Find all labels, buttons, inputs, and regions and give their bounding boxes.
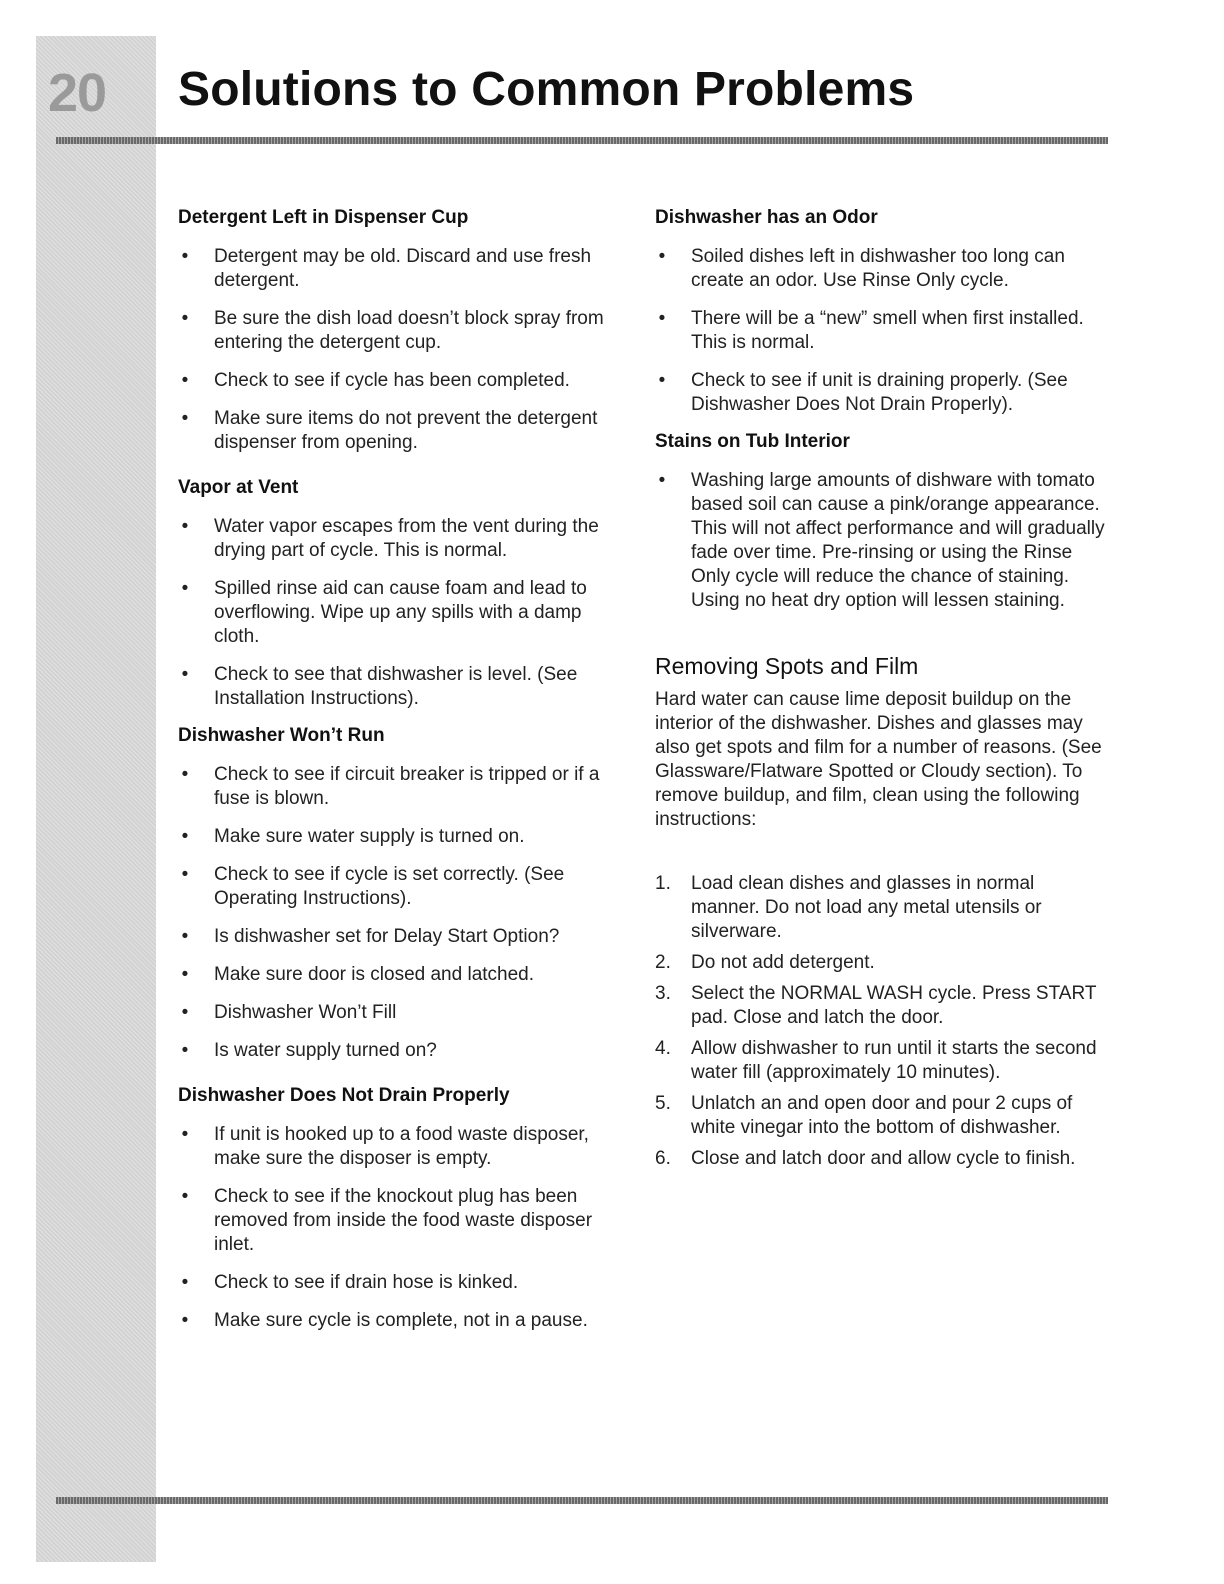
- bullet-list: [178, 1123, 628, 1333]
- step-item: 2. Do not add detergent.: [655, 952, 875, 973]
- bullet-icon: •: [181, 926, 189, 947]
- step-item: 4. Allow dishwasher to run until it starts the second water fill (approximately 10 minutes).: [655, 1038, 1097, 1083]
- list-item: • Make sure water supply is turned on.: [178, 825, 628, 849]
- list-item: • Be sure the dish load doesn’t block spray from entering the detergent cup.: [178, 307, 628, 355]
- list-item: • Is water supply turned on?: [178, 1039, 628, 1063]
- bullet-icon: •: [181, 1310, 189, 1331]
- bullet-icon: •: [181, 1040, 189, 1061]
- section-vapor-at-vent: [178, 477, 628, 711]
- bullet-list: [178, 515, 628, 711]
- bullet-icon: •: [181, 1002, 189, 1023]
- list-item: • Check to see if cycle is set correctly. (See Operating Instructions).: [178, 863, 628, 911]
- steps-list: [655, 872, 1105, 1171]
- bullet-icon: •: [181, 370, 189, 391]
- list-item: • Detergent may be old. Discard and use fresh detergent.: [178, 245, 628, 293]
- bullet-list: [655, 469, 1105, 613]
- bullet-icon: •: [181, 826, 189, 847]
- bullet-icon: •: [181, 964, 189, 985]
- removing-intro: Hard water can cause lime deposit buildup on the interior of the dishwasher. Dishes and glasses may also get spots and film for a number of reasons. (See Glassware/Flatware Spotted or Cloudy section). To remove buildup, and film, clean using the following instructions:: [655, 689, 1102, 830]
- bullet-list: [178, 245, 628, 455]
- side-band: [36, 36, 156, 1562]
- bullet-icon: •: [181, 246, 189, 267]
- section-wont-run: [178, 725, 628, 1063]
- bullet-icon: •: [181, 664, 189, 685]
- page-title: Solutions to Common Problems: [178, 63, 915, 116]
- list-item: • Spilled rinse aid can cause foam and lead to overflowing. Wipe up any spills with a damp cloth.: [178, 577, 628, 649]
- section-heading: Dishwasher has an Odor: [655, 207, 878, 228]
- list-item: • Check to see if unit is draining properly. (See Dishwasher Does Not Drain Properly).: [655, 369, 1105, 417]
- page-number: 20: [48, 63, 107, 123]
- list-item: • Make sure items do not prevent the detergent dispenser from opening.: [178, 407, 628, 455]
- bullet-icon: •: [181, 308, 189, 329]
- list-item: • Check to see that dishwasher is level. (See Installation Instructions).: [178, 663, 628, 711]
- list-item: • Make sure door is closed and latched.: [178, 963, 628, 987]
- bullet-icon: •: [658, 246, 666, 267]
- bullet-list: [655, 245, 1105, 417]
- bullet-icon: •: [658, 370, 666, 391]
- list-item: • If unit is hooked up to a food waste disposer, make sure the disposer is empty.: [178, 1123, 628, 1171]
- section-heading: Dishwasher Won’t Run: [178, 725, 385, 746]
- list-item: • Water vapor escapes from the vent during the drying part of cycle. This is normal.: [178, 515, 628, 563]
- footer-rule: [56, 1497, 1108, 1504]
- left-column: [178, 207, 628, 1347]
- bullet-icon: •: [181, 1124, 189, 1145]
- list-item: • Check to see if circuit breaker is tripped or if a fuse is blown.: [178, 763, 628, 811]
- step-item: 1. Load clean dishes and glasses in normal manner. Do not load any metal utensils or silverware.: [655, 873, 1042, 942]
- section-stains: [655, 431, 1105, 613]
- list-item: • Soiled dishes left in dishwasher too long can create an odor. Use Rinse Only cycle.: [655, 245, 1105, 293]
- bullet-icon: •: [181, 516, 189, 537]
- bullet-icon: •: [658, 308, 666, 329]
- bullet-icon: •: [181, 1272, 189, 1293]
- step-item: 5. Unlatch an and open door and pour 2 cups of white vinegar into the bottom of dishwasher.: [655, 1093, 1073, 1138]
- section-heading: Dishwasher Does Not Drain Properly: [178, 1085, 510, 1106]
- list-item: • Dishwasher Won’t Fill: [178, 1001, 628, 1025]
- removing-heading: Removing Spots and Film: [655, 653, 919, 679]
- section-heading: Stains on Tub Interior: [655, 431, 850, 452]
- list-item: • Make sure cycle is complete, not in a pause.: [178, 1309, 628, 1333]
- bullet-icon: •: [181, 864, 189, 885]
- list-item: • Check to see if cycle has been completed.: [178, 369, 628, 393]
- section-not-drain: [178, 1085, 628, 1333]
- list-item: • Is dishwasher set for Delay Start Option?: [178, 925, 628, 949]
- bullet-icon: •: [181, 1186, 189, 1207]
- section-detergent-left: [178, 207, 628, 455]
- list-item: • Check to see if drain hose is kinked.: [178, 1271, 628, 1295]
- step-item: 6. Close and latch door and allow cycle to finish.: [655, 1148, 1076, 1169]
- list-item: • Washing large amounts of dishware with tomato based soil can cause a pink/orange appearance. This will not affect performance and will gradually fade over time. Pre-rinsing or using the Rinse Only cycle will reduce the chance of staining. Using no heat dry option will lessen staining.: [655, 469, 1105, 613]
- list-item: • There will be a “new” smell when first installed. This is normal.: [655, 307, 1105, 355]
- bullet-list: [178, 763, 628, 1063]
- step-item: 3. Select the NORMAL WASH cycle. Press START pad. Close and latch the door.: [655, 983, 1097, 1028]
- right-column: [655, 207, 1105, 1178]
- section-heading: Vapor at Vent: [178, 477, 299, 498]
- list-item: • Check to see if the knockout plug has been removed from inside the food waste disposer inlet.: [178, 1185, 628, 1257]
- bullet-icon: •: [181, 578, 189, 599]
- bullet-icon: •: [658, 470, 666, 491]
- header-rule: [56, 137, 1108, 144]
- section-heading: Detergent Left in Dispenser Cup: [178, 207, 469, 228]
- bullet-icon: •: [181, 408, 189, 429]
- section-odor: [655, 207, 1105, 417]
- section-removing-spots: [655, 653, 1105, 1171]
- bullet-icon: •: [181, 764, 189, 785]
